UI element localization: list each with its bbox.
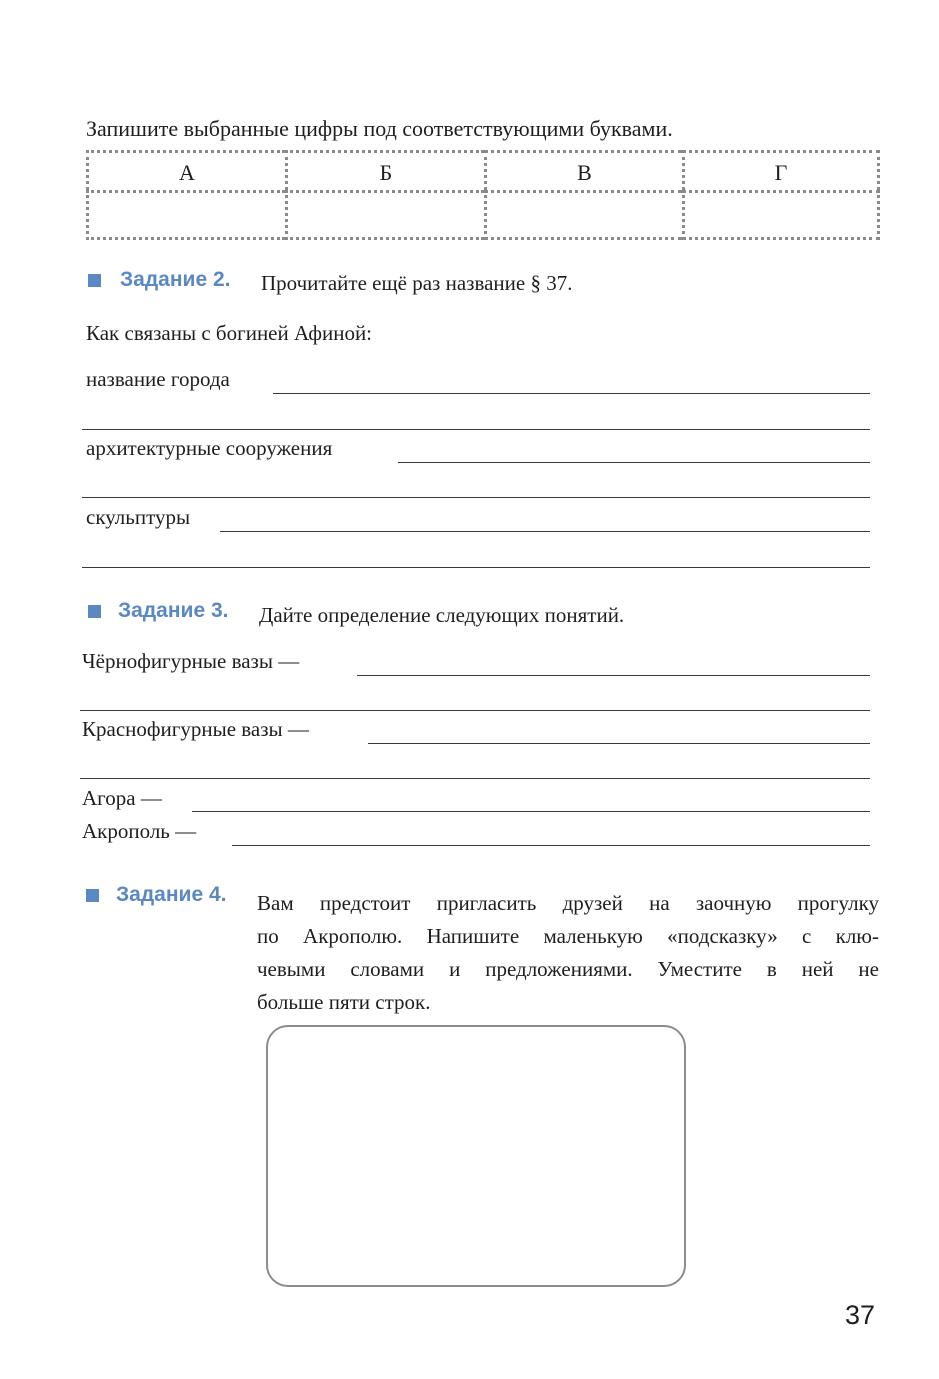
answer-table — [86, 150, 880, 240]
table-instruction: Запишите выбранные цифры под соответствующими буквами. — [86, 116, 673, 141]
task4-text — [257, 887, 879, 1019]
answer-cell[interactable] — [285, 190, 484, 240]
task2-prompt-city-name: название города — [86, 367, 230, 391]
task4-text-line: по Акрополю. Напишите маленькую «подсказку» с клю- — [257, 924, 879, 948]
answer-line-architecture[interactable] — [398, 462, 870, 463]
answer-line-architecture-2[interactable] — [82, 497, 870, 498]
answer-line-sculptures[interactable] — [220, 531, 870, 532]
answer-cell[interactable] — [682, 190, 880, 240]
term-red-figure-vases: Краснофигурные вазы — — [82, 717, 309, 741]
header-letter: В — [577, 160, 592, 185]
answer-line-red-figure-2[interactable] — [80, 778, 870, 779]
page-number: 37 — [844, 1300, 875, 1330]
header-letter: Б — [379, 160, 393, 185]
task2-prompt-sculptures: скульптуры — [86, 505, 191, 529]
term-agora: Агора — — [82, 786, 162, 810]
table-header-cell — [682, 150, 880, 190]
answer-line-black-figure-2[interactable] — [80, 710, 870, 711]
table-header-cell — [484, 150, 682, 190]
task4-label: Задание 4. — [116, 883, 227, 906]
task4-text-line: больше пяти строк. — [257, 990, 431, 1014]
task2-label: Задание 2. — [120, 268, 231, 291]
answer-line-sculptures-2[interactable] — [82, 567, 870, 568]
term-acropolis: Акрополь — — [82, 819, 197, 843]
term-black-figure-vases: Чёрнофигурные вазы — — [82, 649, 300, 673]
answer-line-red-figure[interactable] — [368, 743, 870, 744]
header-letter: Г — [774, 160, 788, 185]
table-header-cell — [285, 150, 484, 190]
hint-answer-box[interactable] — [266, 1025, 686, 1287]
task2-text: Прочитайте ещё раз название § 37. — [261, 271, 573, 295]
task4-text-line: чевыми словами и предложениями. Уместите в ней не — [257, 957, 879, 981]
answer-line-black-figure[interactable] — [357, 675, 870, 676]
task2-prompt-architecture: архитектурные сооружения — [86, 436, 333, 460]
task4-text-line: Вам предстоит пригласить друзей на заочную прогулку — [257, 891, 879, 915]
answer-line-city-name-2[interactable] — [82, 429, 870, 430]
answer-cell[interactable] — [86, 190, 285, 240]
task-marker-icon — [86, 889, 99, 902]
task-marker-icon — [88, 274, 101, 287]
task-marker-icon — [88, 605, 101, 618]
header-letter: А — [179, 160, 195, 185]
task2-question: Как связаны с богиней Афиной: — [86, 321, 373, 345]
answer-line-acropolis[interactable] — [232, 845, 870, 846]
table-header-cell — [86, 150, 285, 190]
answer-line-city-name[interactable] — [273, 393, 870, 394]
answer-cell[interactable] — [484, 190, 682, 240]
answer-line-agora[interactable] — [192, 811, 870, 812]
task3-text: Дайте определение следующих понятий. — [259, 603, 625, 627]
task3-label: Задание 3. — [118, 599, 229, 622]
